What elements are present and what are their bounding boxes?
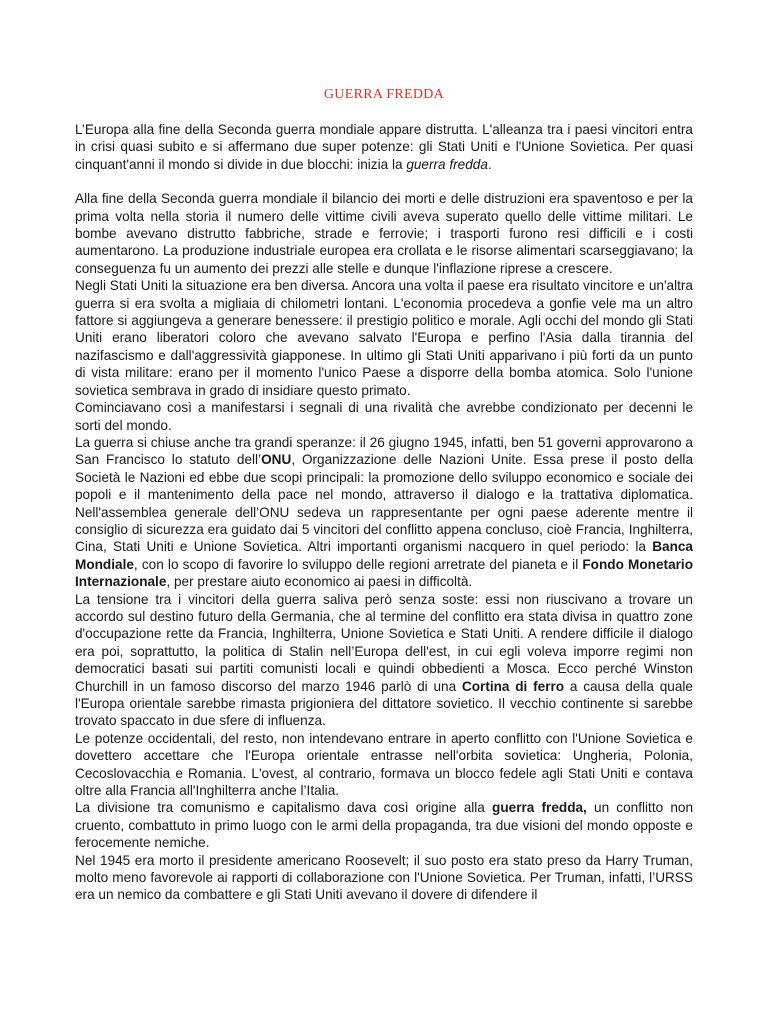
document-title: GUERRA FREDDA — [323, 87, 445, 102]
paragraph-onu — [75, 434, 693, 591]
paragraph-usa: Negli Stati Uniti la situazione era ben diversa. Ancora una volta il paese era risultato vincitore e un'altra guerra si era svolta a migliaia di chilometri lontani. L'economia procedeva a gonfie vele ma un altro fattore si aggiungeva a generare benessere: il prestigio politico e morale. Agli occhi del mondo gli Stati Uniti erano liberatori coloro che avevano salvato l'Europa e perfino l'Asia dalla tirannia del nazifascismo e dall'aggressività giapponese. In ultimo gli Stati Uniti apparivano i più forti da un punto di vista militare: erano per il momento l'unico Paese a disporre della bomba atomica. Solo l'unione sovietica sembrava in grado di insidiare questo primato. — [75, 278, 693, 398]
paragraph-tension-text-a: La tensione tra i vincitori della guerra saliva però senza soste: essi non riuscivano a trovare un accordo sul destino futuro della Germania, che al termine del conflitto era stata divisa in quattro zone d'occupazione rette da Francia, Inghilterra, Unione Sovietica e Stati Uniti. A rendere difficile il dialogo era poi, soprattutto, la politica di Stalin nell’Europa dell'est, in cui egli voleva imporre regimi non democratici basati sui partiti comunisti locali e quindi obbedienti a Mosca. Ecco perché Winston Churchill in un famoso discorso del marzo 1946 parlò di una — [75, 591, 693, 694]
paragraph-tension — [75, 591, 693, 730]
paragraph-intro — [75, 121, 693, 173]
paragraph-intro-emphasis: guerra fredda — [406, 156, 488, 172]
cortina-di-ferro-bold: Cortina di ferro — [461, 678, 565, 694]
paragraph-intro-end: . — [487, 156, 492, 172]
paragraph-cold-war-text-a: La divisione tra comunismo e capitalismo dava così origine alla — [75, 800, 493, 816]
onu-bold: ONU — [261, 452, 292, 468]
paragraph-truman: Nel 1945 era morto il presidente americano Roosevelt; il suo posto era stato preso da Harry Truman, molto meno favorevole ai rapporti di collaborazione con l'Unione Sovietica. Per Truman, infatti, l’URSS era un nemico da combattere e gli Stati Uniti avevano il dovere di difendere il — [75, 852, 693, 903]
paragraph-western-powers: Le potenze occidentali, del resto, non intendevano entrare in aperto conflitto con l'Unione Sovietica e dovettero accettare che l'Europa orientale entrasse nell'orbita sovietica: Ungheria, Polonia, Cecoslovacchia e Romania. L'ovest, al contrario, formava un blocco fedele agli Stati Uniti e contava oltre alla Francia all'Inghilterra anche l’Italia. — [75, 730, 693, 799]
paragraph-onu-text-a: La guerra si chiuse anche tra grandi speranze: il 26 giugno 1945, infatti, ben 51 governi approvarono a San Francisco lo statuto dell’ — [75, 434, 693, 468]
banca-mondiale-bold: Banca Mondiale — [75, 539, 693, 572]
paragraph-tension-text-c: a causa della quale l'Europa orientale sarebbe rimasta prigioniera del dittatore sovietico. Il vecchio continente si sarebbe trovato spaccato in due sfere di influenza. — [75, 678, 693, 729]
paragraph-onu-text-d: , con lo scopo di favorire lo sviluppo delle regioni arretrate del pianeta e il — [133, 556, 583, 572]
paragraph-cold-war-origin — [75, 799, 693, 851]
fmi-bold: Fondo Monetario Internazionale — [75, 556, 693, 590]
paragraph-onu-text-c: , Organizzazione delle Nazioni Unite. Essa prese il posto della Società le Nazioni ed ebbe due scopi principali: la promozione dello sviluppo economico e sociale dei popoli e il mantenimento della pace nel mondo, attraverso il dialogo e la trattativa diplomatica. Nell'assemblea generale dell’ONU sedeva un rappresentante per ogni paese aderente mentre il consiglio di sicurezza era guidato dai 5 vincitori del conflitto appena concluso, cioè Francia, Inghilterra, Cina, Stati Uniti e Unione Sovietica. Altri importanti organismi nacquero in quel periodo: la — [75, 452, 693, 555]
paragraph-cold-war-text-c: un conflitto non cruento, combattuto in primo luogo con le armi della propaganda, tra due visioni del mondo opposte e ferocemente nemiche. — [75, 800, 694, 851]
guerra-fredda-bold: guerra fredda, — [492, 800, 587, 816]
paragraph-rivalry: Cominciavano così a manifestarsi i segnali di una rivalità che avrebbe condizionato per decenni le sorti del mondo. — [75, 400, 693, 433]
paragraph-intro-text: L’Europa alla fine della Seconda guerra mondiale appare distrutta. L'alleanza tra i paesi vincitori entra in crisi quasi subito e si affermano due super potenze: gli Stati Uniti e l'Unione Sovietica. Per quasi cinquant'anni il mondo si divide in due blocchi: inizia la — [75, 122, 693, 172]
document-page — [75, 0, 693, 904]
paragraph-onu-text-e: , per prestare aiuto economico ai paesi in difficoltà. — [166, 574, 473, 590]
paragraph-postwar-europe: Alla fine della Seconda guerra mondiale il bilancio dei morti e delle distruzioni era spaventoso e per la prima volta nella storia il numero delle vittime civili aveva superato quello delle vittime militari. Le bombe avevano distrutto fabbriche, strade e ferrovie; i trasporti furono resi difficili e i costi aumentarono. La produzione industriale europea era crollata e le risorse alimentari scarseggiavano; la conseguenza fu un aumento dei prezzi alle stelle e dunque l'inflazione riprese a crescere. — [75, 191, 693, 276]
